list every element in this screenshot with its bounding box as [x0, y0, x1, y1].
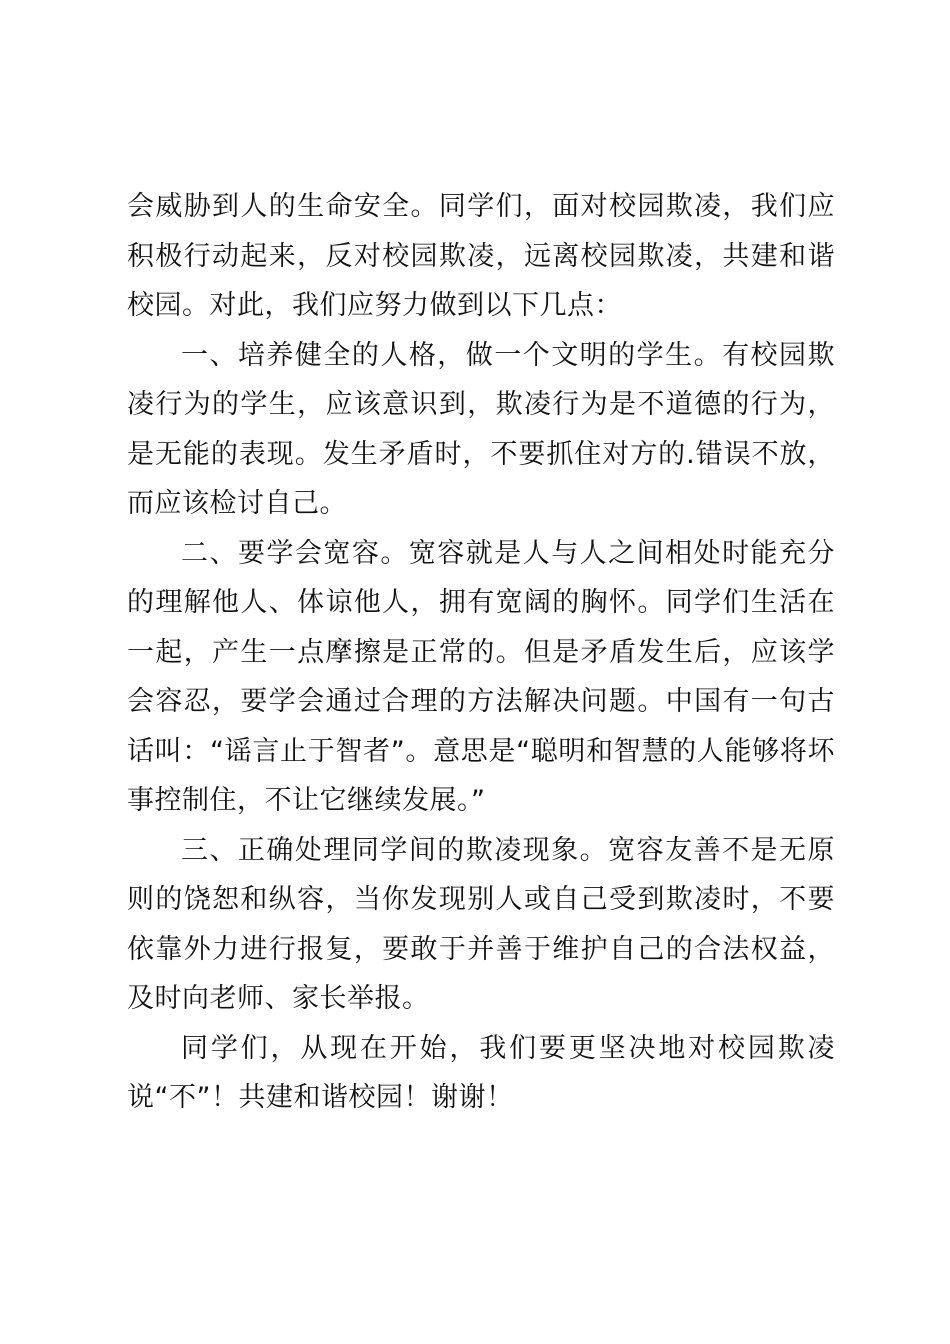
- paragraph-point-two: 二、要学会宽容。宽容就是人与人之间相处时能充分的理解他人、体谅他人，拥有宽阔的胸怀。同学们生活在一起，产生一点摩擦是正常的。但是矛盾发生后，应该学会容忍，要学会通过合理的方法解决问题。中国有一句古话叫：“谣言止于智者”。意思是“聪明和智慧的人能够将坏事控制住，不让它继续发展。”: [127, 537, 835, 816]
- paragraph-point-one: 一、培养健全的人格，做一个文明的学生。有校园欺凌行为的学生，应该意识到，欺凌行为是不道德的行为，是无能的表现。发生矛盾时，不要抓住对方的.错误不放，而应该检讨自己。: [127, 339, 835, 519]
- document-body: [127, 182, 835, 1123]
- paragraph-intro: 会威胁到人的生命安全。同学们，面对校园欺凌，我们应积极行动起来，反对校园欺凌，远离校园欺凌，共建和谐校园。对此，我们应努力做到以下几点：: [127, 191, 835, 321]
- paragraph-point-three: 三、正确处理同学间的欺凌现象。宽容友善不是无原则的饶恕和纵容，当你发现别人或自己受到欺凌时，不要依靠外力进行报复，要敢于并善于维护自己的合法权益，及时向老师、家长举报。: [127, 834, 835, 1014]
- paragraph-closing: 同学们，从现在开始，我们要更坚决地对校园欺凌说“不”！共建和谐校园！谢谢！: [127, 1032, 835, 1113]
